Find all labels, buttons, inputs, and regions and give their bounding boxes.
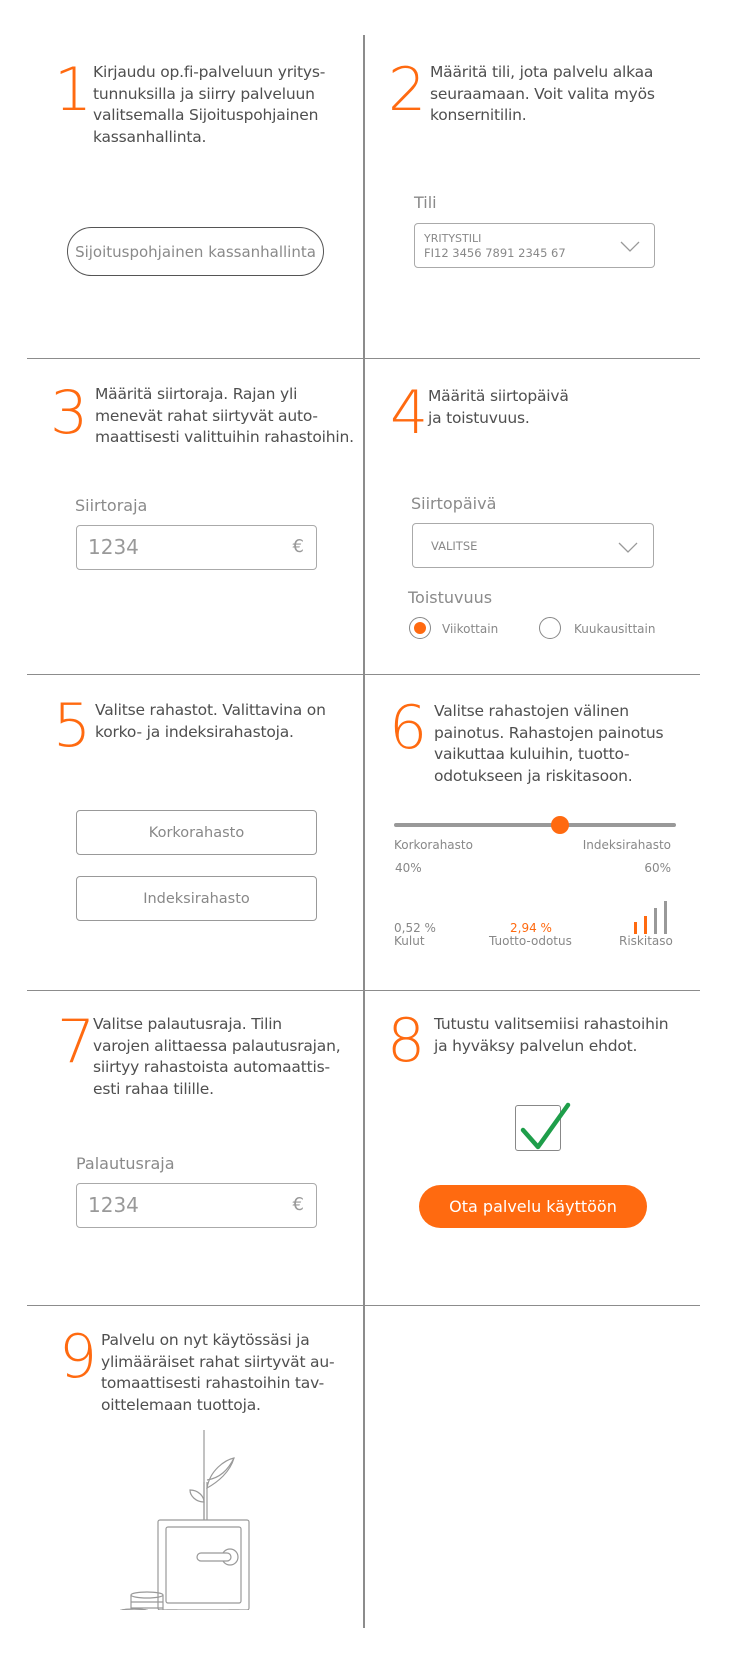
step-number: 4 xyxy=(390,378,429,448)
step-number: 2 xyxy=(388,55,427,125)
sijoituspohjainen-kassanhallinta-button[interactable]: Sijoituspohjainen kassanhallinta xyxy=(67,227,324,276)
step-description: Tutustu valitsemiisi rahastoihin ja hyväksy palvelun ehdot. xyxy=(434,1015,669,1055)
toistuvuus-label: Toistuvuus xyxy=(408,588,493,607)
slider-left-label: Korkorahasto xyxy=(394,838,473,852)
row-divider xyxy=(27,990,700,991)
return-label: Tuotto-odotus xyxy=(489,934,572,948)
step-description: Valitse rahastot. Valittavina on korko- ja indeksirahastoja. xyxy=(95,701,326,741)
radio-label: Viikottain xyxy=(442,622,499,636)
risk-level-icon xyxy=(632,900,668,936)
risk-label: Riskitaso xyxy=(619,934,673,948)
step-number: 3 xyxy=(50,378,89,448)
step-description: Valitse rahastojen välinen painotus. Rahastojen painotus vaikuttaa kuluihin, tuotto- odotukseen ja riskitasoon. xyxy=(434,702,664,785)
radio-button[interactable] xyxy=(539,617,561,639)
input-value: 1234 xyxy=(88,1193,139,1217)
ota-palvelu-kayttoon-button[interactable]: Ota palvelu käyttöön xyxy=(419,1185,647,1228)
currency-symbol: € xyxy=(292,536,304,557)
currency-symbol: € xyxy=(292,1194,304,1215)
account-select[interactable] xyxy=(414,223,655,268)
input-value: 1234 xyxy=(88,535,139,559)
account-label: Tili xyxy=(414,193,437,212)
step-description: Kirjaudu op.fi-palveluun yritys- tunnuksilla ja siirry palveluun valitsemalla Sijoituspohjainen kassanhallinta. xyxy=(93,63,326,146)
weight-slider[interactable] xyxy=(394,816,676,836)
slider-handle[interactable] xyxy=(551,816,569,834)
step-number: 9 xyxy=(59,1322,98,1392)
select-value: VALITSE xyxy=(431,539,478,553)
radio-label: Kuukausittain xyxy=(574,622,656,636)
siirtopaiva-select[interactable] xyxy=(412,523,654,568)
row-divider xyxy=(27,358,700,359)
safe-with-plant-and-coins-icon xyxy=(110,1430,290,1610)
return-value: 2,94 % xyxy=(510,921,552,935)
chevron-down-icon xyxy=(620,241,640,253)
korkorahasto-button[interactable]: Korkorahasto xyxy=(76,810,317,855)
step-description: Valitse palautusraja. Tilin varojen alittaessa palautusrajan, siirtyy rahastoista automaattis- esti rahaa tilille. xyxy=(93,1015,341,1098)
step-number: 6 xyxy=(389,693,428,763)
step-number: 5 xyxy=(53,691,92,761)
step-description: Määritä siirtopäivä ja toistuvuus. xyxy=(428,387,569,427)
row-divider xyxy=(27,1305,700,1306)
costs-value: 0,52 % xyxy=(394,921,436,935)
radio-button[interactable] xyxy=(409,617,431,639)
siirtoraja-input[interactable] xyxy=(76,525,317,570)
chevron-down-icon xyxy=(618,542,638,554)
account-type: YRITYSTILI xyxy=(424,232,482,245)
step-description: Määritä siirtoraja. Rajan yli menevät rahat siirtyvät auto- maattisesti valittuihin rahastoihin. xyxy=(95,385,354,446)
costs-label: Kulut xyxy=(394,934,425,948)
account-number: FI12 3456 7891 2345 67 xyxy=(424,246,566,260)
vertical-divider xyxy=(363,35,365,1628)
palautusraja-label: Palautusraja xyxy=(76,1154,175,1173)
right-percentage: 60% xyxy=(644,861,671,875)
palautusraja-input[interactable] xyxy=(76,1183,317,1228)
checkmark-icon xyxy=(517,1100,573,1156)
step-description: Määritä tili, jota palvelu alkaa seuraamaan. Voit valita myös konsernitilin. xyxy=(430,63,655,124)
slider-track xyxy=(394,823,676,827)
step-description: Palvelu on nyt käytössäsi ja ylimääräiset rahat siirtyvät au- tomaattisesti rahastoihin tav- oittelemaan tuottoja. xyxy=(101,1331,335,1414)
step-number: 8 xyxy=(387,1006,426,1076)
slider-right-label: Indeksirahasto xyxy=(582,838,671,852)
step-number: 1 xyxy=(54,55,93,125)
row-divider xyxy=(27,674,700,675)
siirtopaiva-label: Siirtopäivä xyxy=(411,494,497,513)
left-percentage: 40% xyxy=(395,861,422,875)
siirtoraja-label: Siirtoraja xyxy=(75,496,148,515)
step-number: 7 xyxy=(57,1007,96,1077)
indeksirahasto-button[interactable]: Indeksirahasto xyxy=(76,876,317,921)
